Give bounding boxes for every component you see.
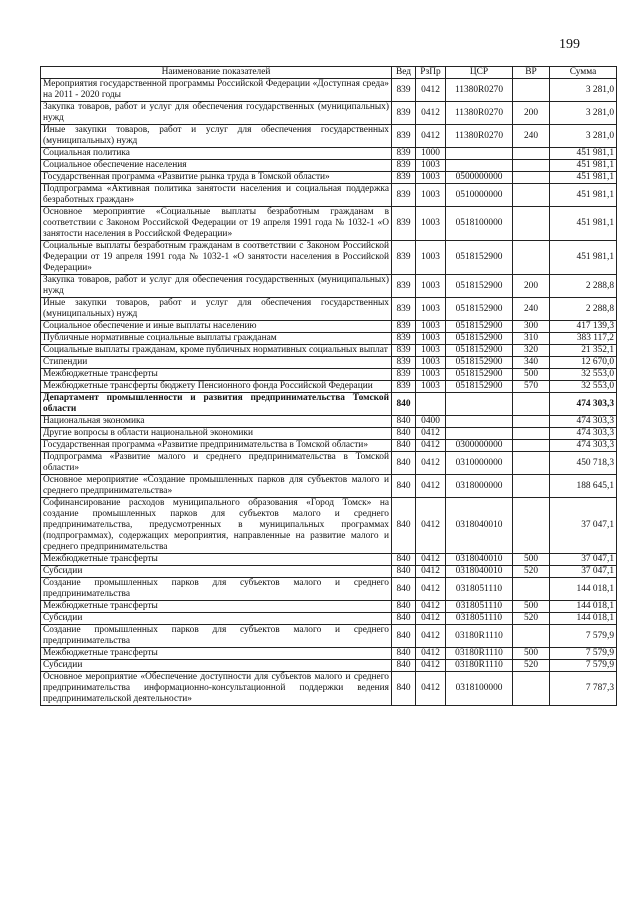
cell-rzpr: 0400 [416,416,446,428]
cell-ved: 839 [392,125,416,148]
cell-csr: 0310000000 [446,452,513,475]
cell-vr: 570 [513,381,550,393]
cell-rzpr: 0412 [416,601,446,613]
cell-sum: 3 281,0 [550,79,617,102]
cell-ved: 840 [392,578,416,601]
cell-ved: 839 [392,381,416,393]
cell-ved: 840 [392,475,416,498]
cell-ved: 840 [392,613,416,625]
cell-csr: 11380R0270 [446,79,513,102]
table-row [41,566,617,578]
cell-ved: 839 [392,160,416,172]
table-row [41,660,617,672]
cell-rzpr: 0412 [416,475,446,498]
table-row [41,475,617,498]
cell-rzpr: 0412 [416,428,446,440]
cell-sum: 451 981,1 [550,160,617,172]
cell-rzpr: 1003 [416,241,446,275]
cell-sum: 21 352,1 [550,345,617,357]
cell-sum: 474 303,3 [550,428,617,440]
table-body [41,79,617,706]
cell-name: Подпрограмма «Активная политика занятости населения и социальная поддержка безработных граждан» [41,184,392,207]
cell-vr [513,475,550,498]
cell-ved: 839 [392,102,416,125]
header-csr: ЦСР [446,67,513,79]
cell-csr: 0518152900 [446,275,513,298]
cell-name: Межбюджетные трансферты бюджету Пенсионного фонда Российской Федерации [41,381,392,393]
cell-csr [446,393,513,416]
cell-sum: 12 670,0 [550,357,617,369]
table-row [41,298,617,321]
table-row [41,125,617,148]
cell-rzpr: 0412 [416,613,446,625]
table-row [41,428,617,440]
cell-vr [513,416,550,428]
cell-name: Подпрограмма «Развитие малого и среднего предпринимательства в Томской области» [41,452,392,475]
cell-rzpr: 1003 [416,184,446,207]
cell-sum: 7 579,9 [550,648,617,660]
cell-csr: 0518152900 [446,333,513,345]
cell-name: Создание промышленных парков для субъектов малого и среднего предпринимательства [41,625,392,648]
cell-csr: 0318040010 [446,566,513,578]
cell-name: Основное мероприятие «Обеспечение доступности для субъектов малого и среднего предпринимательства информационно-консультационной поддержки ведения предпринимательской деятельности» [41,672,392,706]
cell-ved: 839 [392,369,416,381]
table-row [41,241,617,275]
cell-rzpr: 1003 [416,333,446,345]
cell-rzpr: 1003 [416,381,446,393]
header-rzpr: РзПр [416,67,446,79]
cell-sum: 451 981,1 [550,184,617,207]
table-row [41,102,617,125]
cell-csr: 0318000000 [446,475,513,498]
cell-vr [513,160,550,172]
cell-name: Субсидии [41,613,392,625]
cell-rzpr: 1003 [416,298,446,321]
cell-ved: 839 [392,172,416,184]
cell-vr [513,625,550,648]
cell-name: Субсидии [41,660,392,672]
cell-rzpr: 0412 [416,672,446,706]
cell-vr: 520 [513,660,550,672]
cell-ved: 840 [392,452,416,475]
cell-rzpr: 0412 [416,102,446,125]
cell-rzpr: 1003 [416,357,446,369]
cell-csr: 03180R1110 [446,625,513,648]
cell-name: Публичные нормативные социальные выплаты гражданам [41,333,392,345]
cell-rzpr: 1003 [416,172,446,184]
header-vr: ВР [513,67,550,79]
cell-rzpr: 1003 [416,369,446,381]
budget-table [40,66,617,706]
cell-name: Социальные выплаты безработным гражданам в соответствии с Законом Российской Федерации от 19 апреля 1991 года № 1032-1 «О занятости населения в Российской Федерации» [41,241,392,275]
cell-vr: 500 [513,601,550,613]
cell-rzpr: 0412 [416,566,446,578]
table-row [41,393,617,416]
cell-csr: 0510000000 [446,184,513,207]
cell-ved: 840 [392,428,416,440]
cell-csr: 0318051110 [446,601,513,613]
cell-vr [513,498,550,554]
page-number: 199 [559,37,580,52]
cell-rzpr: 1003 [416,275,446,298]
cell-sum: 3 281,0 [550,125,617,148]
cell-vr: 240 [513,298,550,321]
table-row [41,613,617,625]
cell-csr: 11380R0270 [446,125,513,148]
cell-csr: 0518152900 [446,357,513,369]
cell-sum: 451 981,1 [550,207,617,241]
table-row [41,625,617,648]
cell-name: Иные закупки товаров, работ и услуг для обеспечения государственных (муниципальных) нужд [41,298,392,321]
cell-csr: 0518152900 [446,241,513,275]
cell-csr: 03180R1110 [446,648,513,660]
cell-vr [513,172,550,184]
cell-name: Субсидии [41,566,392,578]
cell-sum: 37 047,1 [550,554,617,566]
cell-csr: 0518152900 [446,381,513,393]
cell-rzpr: 1003 [416,345,446,357]
cell-ved: 840 [392,554,416,566]
cell-ved: 840 [392,566,416,578]
cell-ved: 840 [392,672,416,706]
cell-ved: 840 [392,440,416,452]
cell-vr: 300 [513,321,550,333]
table-row [41,498,617,554]
table-row [41,345,617,357]
cell-ved: 839 [392,79,416,102]
cell-csr: 0500000000 [446,172,513,184]
cell-rzpr: 1003 [416,160,446,172]
header-sum: Сумма [550,67,617,79]
cell-ved: 839 [392,184,416,207]
cell-ved: 839 [392,207,416,241]
cell-csr: 0300000000 [446,440,513,452]
cell-sum: 2 288,8 [550,275,617,298]
cell-sum: 32 553,0 [550,369,617,381]
cell-sum: 474 303,3 [550,440,617,452]
cell-name: Социальная политика [41,148,392,160]
cell-name: Социальные выплаты гражданам, кроме публичных нормативных социальных выплат [41,345,392,357]
cell-sum: 451 981,1 [550,241,617,275]
cell-vr [513,393,550,416]
cell-ved: 840 [392,498,416,554]
cell-name: Межбюджетные трансферты [41,648,392,660]
cell-sum: 144 018,1 [550,578,617,601]
cell-vr [513,79,550,102]
cell-name: Социальное обеспечение населения [41,160,392,172]
cell-sum: 3 281,0 [550,102,617,125]
cell-ved: 839 [392,148,416,160]
table-row [41,601,617,613]
table-row [41,275,617,298]
cell-csr: 0518152900 [446,298,513,321]
cell-sum: 450 718,3 [550,452,617,475]
cell-csr: 0318051110 [446,613,513,625]
table-row [41,207,617,241]
cell-rzpr: 0412 [416,554,446,566]
cell-vr [513,148,550,160]
cell-vr [513,578,550,601]
cell-sum: 37 047,1 [550,566,617,578]
cell-name: Межбюджетные трансферты [41,601,392,613]
cell-sum: 144 018,1 [550,601,617,613]
cell-name: Мероприятия государственной программы Российской Федерации «Доступная среда» на 2011 - 2020 годы [41,79,392,102]
table-row [41,452,617,475]
cell-csr: 0318100000 [446,672,513,706]
cell-ved: 839 [392,298,416,321]
cell-vr: 500 [513,369,550,381]
cell-vr: 200 [513,102,550,125]
cell-vr: 500 [513,648,550,660]
cell-name: Закупка товаров, работ и услуг для обеспечения государственных (муниципальных) нужд [41,275,392,298]
cell-name: Стипендии [41,357,392,369]
header-name: Наименование показателей [41,67,392,79]
table-row [41,172,617,184]
table-row [41,321,617,333]
cell-vr: 500 [513,554,550,566]
cell-sum: 451 981,1 [550,172,617,184]
table-header-row [41,67,617,79]
cell-name: Социальное обеспечение и иные выплаты населению [41,321,392,333]
cell-ved: 840 [392,393,416,416]
cell-ved: 840 [392,660,416,672]
cell-name: Основное мероприятие «Создание промышленных парков для субъектов малого и среднего предпринимательства» [41,475,392,498]
cell-name: Межбюджетные трансферты [41,369,392,381]
table-row [41,369,617,381]
cell-name: Создание промышленных парков для субъектов малого и среднего предпринимательства [41,578,392,601]
cell-vr: 320 [513,345,550,357]
cell-csr [446,416,513,428]
cell-rzpr: 0412 [416,440,446,452]
table-row [41,440,617,452]
table-row [41,416,617,428]
table-row [41,357,617,369]
cell-rzpr: 1000 [416,148,446,160]
cell-vr [513,440,550,452]
cell-rzpr: 0412 [416,578,446,601]
cell-sum: 37 047,1 [550,498,617,554]
cell-name: Софинансирование расходов муниципального образования «Город Томск» на создание промышленных парков для субъектов малого и среднего предпринимательства, предусмотренных в муниципальных программах (подпрограммах), содержащих мероприятия, направленные на развитие малого и среднего предпринимательства [41,498,392,554]
cell-rzpr: 1003 [416,207,446,241]
cell-rzpr: 1003 [416,321,446,333]
cell-ved: 840 [392,625,416,648]
cell-sum: 7 579,9 [550,660,617,672]
cell-rzpr: 0412 [416,648,446,660]
cell-ved: 839 [392,321,416,333]
table-row [41,578,617,601]
cell-vr: 200 [513,275,550,298]
table-row [41,333,617,345]
cell-name: Государственная программа «Развитие предпринимательства в Томской области» [41,440,392,452]
cell-name: Межбюджетные трансферты [41,554,392,566]
cell-csr: 11380R0270 [446,102,513,125]
cell-name: Государственная программа «Развитие рынка труда в Томской области» [41,172,392,184]
cell-name: Национальная экономика [41,416,392,428]
cell-csr [446,160,513,172]
cell-vr: 520 [513,566,550,578]
cell-sum: 32 553,0 [550,381,617,393]
cell-csr: 0318040010 [446,498,513,554]
cell-sum: 188 645,1 [550,475,617,498]
cell-ved: 839 [392,275,416,298]
cell-sum: 451 981,1 [550,148,617,160]
cell-csr: 0518152900 [446,345,513,357]
cell-ved: 839 [392,333,416,345]
cell-vr: 340 [513,357,550,369]
cell-vr [513,207,550,241]
cell-ved: 840 [392,416,416,428]
cell-csr: 0518100000 [446,207,513,241]
cell-vr [513,428,550,440]
cell-rzpr: 0412 [416,625,446,648]
table-row [41,79,617,102]
cell-name: Основное мероприятие «Социальные выплаты безработным гражданам в соответствии с Законом Российской Федерации от 19 апреля 1991 года № 1032-1 «О занятости населения в Российской Федерации» [41,207,392,241]
cell-sum: 2 288,8 [550,298,617,321]
cell-name: Другие вопросы в области национальной экономики [41,428,392,440]
cell-rzpr [416,393,446,416]
cell-vr: 520 [513,613,550,625]
cell-rzpr: 0412 [416,452,446,475]
cell-vr [513,452,550,475]
cell-sum: 7 787,3 [550,672,617,706]
cell-csr [446,428,513,440]
table-row [41,672,617,706]
cell-rzpr: 0412 [416,79,446,102]
cell-vr [513,184,550,207]
cell-name: Иные закупки товаров, работ и услуг для обеспечения государственных (муниципальных) нужд [41,125,392,148]
cell-ved: 839 [392,345,416,357]
cell-vr: 310 [513,333,550,345]
cell-rzpr: 0412 [416,498,446,554]
cell-ved: 839 [392,357,416,369]
cell-sum: 474 303,3 [550,393,617,416]
cell-rzpr: 0412 [416,125,446,148]
cell-vr [513,672,550,706]
cell-sum: 417 139,3 [550,321,617,333]
table-row [41,381,617,393]
cell-sum: 474 303,3 [550,416,617,428]
table-row [41,648,617,660]
cell-csr: 0318040010 [446,554,513,566]
cell-sum: 144 018,1 [550,613,617,625]
header-ved: Вед [392,67,416,79]
cell-sum: 7 579,9 [550,625,617,648]
table-row [41,148,617,160]
cell-vr: 240 [513,125,550,148]
table-row [41,160,617,172]
cell-csr: 0518152900 [446,369,513,381]
cell-ved: 840 [392,601,416,613]
cell-csr [446,148,513,160]
table-row [41,184,617,207]
cell-ved: 840 [392,648,416,660]
cell-rzpr: 0412 [416,660,446,672]
cell-csr: 03180R1110 [446,660,513,672]
cell-name: Департамент промышленности и развития предпринимательства Томской области [41,393,392,416]
cell-csr: 0318051110 [446,578,513,601]
table-row [41,554,617,566]
cell-vr [513,241,550,275]
cell-sum: 383 117,2 [550,333,617,345]
cell-csr: 0518152900 [446,321,513,333]
cell-name: Закупка товаров, работ и услуг для обеспечения государственных (муниципальных) нужд [41,102,392,125]
cell-ved: 839 [392,241,416,275]
